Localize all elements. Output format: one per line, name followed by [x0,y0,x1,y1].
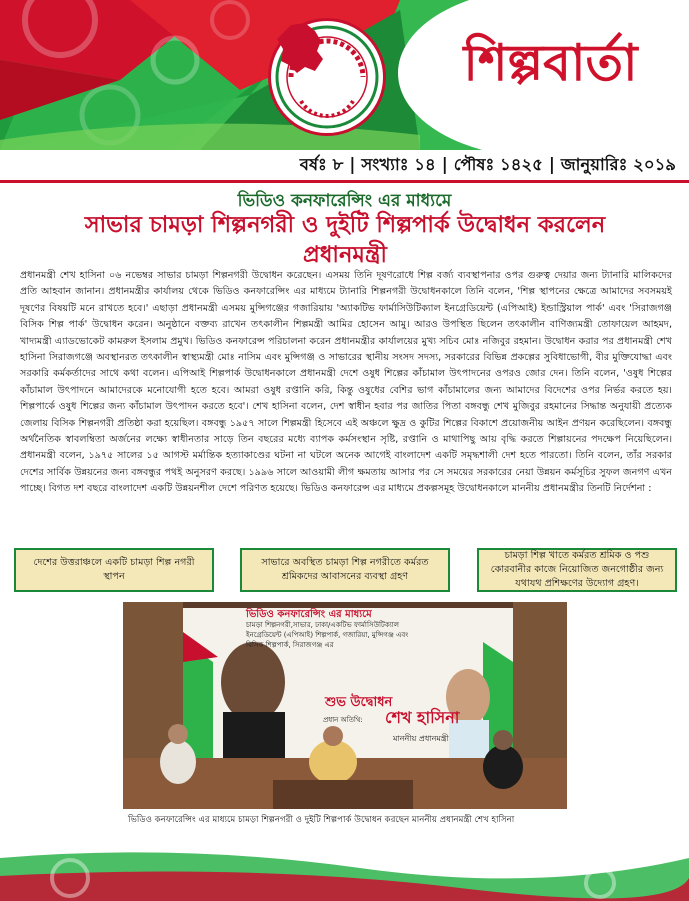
article-headline: সাভার চামড়া শিল্পনগরী ও দুইটি শিল্পপার্ক উদ্বোধন করলেন প্রধানমন্ত্রী [84,212,606,268]
issue-separator: | [441,155,448,174]
event-photo [123,602,567,809]
bangladesh-map-icon [271,21,329,75]
banner-event: শুভ উদ্বোধন [325,695,393,710]
photo-banner [246,610,556,650]
directive-box [477,548,677,592]
header-rule [0,180,689,183]
directive-text: দেশের উত্তরাঞ্চলে একটি চামড়া শিল্প নগরী স্থাপন [33,557,195,582]
issue-separator: | [349,155,356,174]
banner-heading: ভিডিও কনফারেন্সিং এর মাধ্যমে [246,609,372,620]
issue-info-bar [0,150,689,180]
directive-box [14,548,214,592]
issue-date: জানুয়ারিঃ ২০১৯ [560,155,676,174]
directive-text: সাভারে অবস্থিত চামড়া শিল্প নগরীতে কর্মরত শ্রমিকদের আবাসনের ব্যবস্থা গ্রহণ [261,557,429,582]
issue-month: পৌষঃ ১৪২৫ [453,155,543,174]
directive-text: চামড়া শিল্প খাতে কর্মরত শ্রমিক ও পশু কোরবানীর কাজে নিয়োজিত জনগোষ্ঠীর জন্য যথাযথ প্রশিক্ষণের উদ্যোগ গ্রহণ। [490,550,664,589]
photo-caption: ভিডিও কনফারেন্সিং এর মাধ্যমে চামড়া শিল্পনগরী ও দুইটি শিল্পপার্ক উদ্বোধন করছেন মাননীয় প্রধানমন্ত্রী শেখ হাসিনা [128,815,515,825]
footer-decoration [0,838,689,901]
article-body: প্রধানমন্ত্রী শেখ হাসিনা ০৬ নভেম্বর সাভার চামড়া শিল্পনগরী উদ্বোধন করেছেন। এসময় তিনি দূষণরোধে শিল্প বর্জ্য ব্যবস্থাপনার ওপর গুরুত্ব দেয়ার জন্য ট্যানারি মালিকদের প্রতি আহবান জানান। প্রধানমন্ত্রীর কার্যালয় থেকে ভিডিও কনফারেন্সিং এর মাধ্যমে ট্যানারি শিল্পনগরী উদ্বোধনকালে তিনি বলেন, 'শিল্প স্থাপনের ক্ষেত্রে আমাদের সবসময়ই দূষণের বিষয়টি মনে রাখতে হবে।' এছাড়া প্রধানমন্ত্রী এসময় মুন্সিগঞ্জের গজারিয়ায় 'অ্যাকটিভ ফার্মাসিউটিক্যাল ইনগ্রেডিয়েন্ট (এপিআই) ইন্ডাস্ট্রিয়াল পার্ক' এবং 'সিরাজগঞ্জ বিসিক শিল্প পার্ক' উদ্বোধন করেন। অনুষ্ঠানে বক্তব্য রাখেন তৎকালীন শিল্পমন্ত্রী আমির হোসেন আমু। আরও উপস্থিত ছিলেন তৎকালীন বাণিজ্যমন্ত্রী তোফায়েল আহমদ, খাদ্যমন্ত্রী এ্যাডভোকেট কামরুল ইসলাম প্রমুখ। ভিডিও কনফারেন্স পরিচালনা করেন প্রধানমন্ত্রীর কার্যালয়ের মুখ্য সচিব মোঃ নজিবুর রহমান। উদ্বোধন করার পর প্রধানমন্ত্রী শেখ হাসিনা সিরাজগঞ্জে অবস্থানরত তৎকালীন স্বাস্থ্যমন্ত্রী মোঃ নাসিম এবং মুন্সিগঞ্জ ও সাভারের স্থানীয় সংসদ সদস্য, সরকারের বিভিন্ন প্রকল্পের সুবিধাভোগী, বীর মুক্তিযোদ্ধা এবং সরকারি কর্মকর্তাদের সাথে কথা বলেন। এপিআই শিল্পপার্ক উদ্বোধনকালে প্রধানমন্ত্রী দেশে ওষুধ শিল্পের কাঁচামাল উৎপাদনের ওপরও জোর দেন। তিনি বলেন, 'ওষুধ শিল্পের কাঁচামাল উৎপাদনে আমাদেরকে মনোযোগী হতে হবে। আমরা ওষুধ রপ্তানি করি, কিন্তু ওষুধের বেশির ভাগ কাঁচামালের জন্য আমাদের বিদেশের ওপর নির্ভর করতে হয়। শিল্পপার্কে ওষুধ শিল্পের জন্য কাঁচামাল উৎপাদন করতে হবে'। শেখ হাসিনা বলেন, দেশ স্বাধীন হবার পর জাতির পিতা বঙ্গবন্ধু শেখ মুজিবুর রহমানের সিদ্ধান্ত অনুযায়ী প্রত্যেক জেলায় বিসিক শিল্পনগরী প্রতিষ্ঠা করা হয়েছিল। বঙ্গবন্ধু ১৯৫৭ সালে শিল্পমন্ত্রী হিসেবে এই অঞ্চলে ক্ষুদ্র ও কুটির শিল্পের বিকাশে প্রয়োজনীয় আইন প্রণয়ন করেছিলেন। বঙ্গবন্ধু অর্থনৈতিক স্বাবলম্বিতা অর্জনের লক্ষ্যে স্বাধীনতার সাড়ে তিন বছরের মধ্যে ব্যাপক কর্মসংস্থান সৃষ্টি, রপ্তানি ও মাথাপিছু আয় বৃদ্ধি করতে শিল্পায়নের পদক্ষেপ নিয়েছিলেন। প্রধানমন্ত্রী বলেন, ১৯৭৫ সালের ১৫ আগস্ট মর্মান্তিক হত্যাকাণ্ডের ঘটনা না ঘটলে অনেক আগেই বাংলাদেশ একটি সমৃদ্ধশালী দেশ হতে পারতো। তিনি বলেন, তাঁর সরকার দেশের সার্বিক উন্নয়নের জন্য বঙ্গবন্ধুর পথই অনুসরণ করছে। ১৯৯৬ সালে আওয়ামী লীগ ক্ষমতায় আসার পর সে সময়ের সরকারের নেয়া উন্নয়ন কর্মসূচির সুফল জনগণ এখন পাচ্ছে। বিগত দশ বছরে বাংলাদেশ একটি উন্নয়নশীল দেশে পরিণত হয়েছে। ভিডিও কনফারেন্স এর মাধ্যমে প্রকল্পসমূহ উদ্বোধনকালে মাননীয় প্রধানমন্ত্রীর তিনটি নির্দেশনা : [20,270,672,495]
banner-guest-name: শেখ হাসিনা [385,708,460,727]
government-seal-logo [268,18,386,136]
banner-guest-role: মাননীয় প্রধানমন্ত্রী [393,734,449,743]
banner-line: চামড়া শিল্পনগরী,সাভার, ঢাকা/একটিভ ফার্মাসিউটিক্যাল [246,621,400,629]
masthead [0,0,689,150]
issue-line [297,152,679,179]
directive-box [240,548,450,592]
issue-separator: | [548,155,555,174]
banner-guest-label: প্রধান অতিথি: [323,716,363,724]
article-kicker: ভিডিও কনফারেন্সিং এর মাধ্যমে [237,191,452,211]
issue-number: সংখ্যাঃ ১৪ [361,155,436,174]
banner-line: বিসিক শিল্পপার্ক, সিরাজগঞ্জ এর [246,641,334,649]
issue-year: বর্ষঃ ৮ [299,155,344,174]
banner-line: ইনগ্রেডিয়েন্ট (এপিআই) শিল্পপার্ক, গজারিয়া, মুন্সিগঞ্জ এবং [246,631,409,639]
publication-title: শিল্পবার্তা [463,34,638,92]
